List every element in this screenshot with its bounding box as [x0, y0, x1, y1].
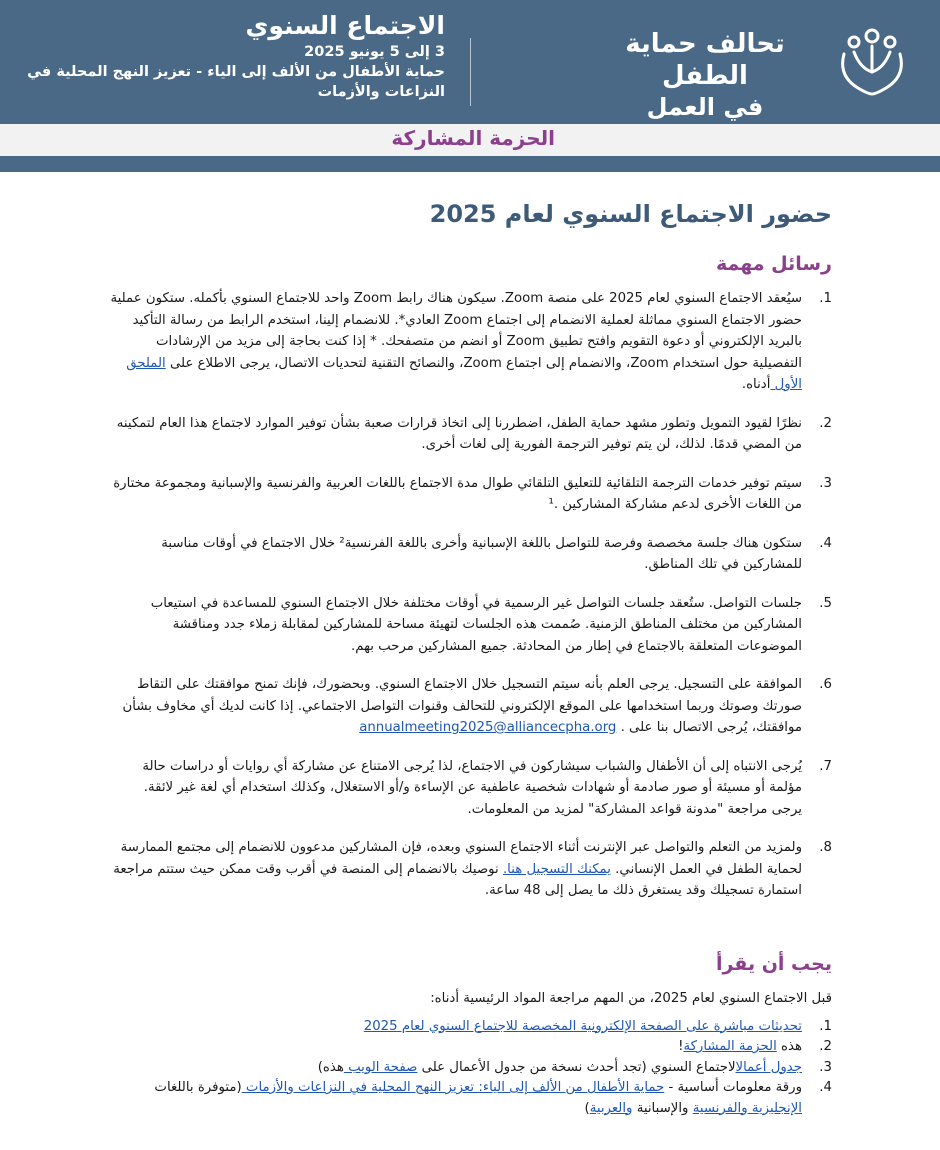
- must-read-heading: يجب أن يقرأ: [715, 952, 832, 975]
- read-text: ورقة معلومات أساسية -: [664, 1080, 802, 1095]
- main-content: [110, 196, 832, 1119]
- package-title-bar: [0, 124, 940, 156]
- annex-one-link[interactable]: الملحق الأول: [126, 355, 802, 392]
- meeting-theme-line-2: النزاعات والأزمات: [317, 84, 445, 100]
- message-item: [110, 837, 832, 902]
- read-text-end: ): [584, 1100, 590, 1116]
- header-divider: [470, 38, 471, 106]
- message-text: ستكون هناك جلسة مخصصة وفرصة للتواصل باللغة الإسبانية وأخرى باللغة الفرنسية² خلال الاجتماع في أوقات مناسبة للمشاركين في تلك المناطق.: [161, 535, 802, 572]
- item-number: 7.: [819, 758, 832, 774]
- message-text: ولمزيد من التعلم والتواصل عبر الإنترنت أثناء الاجتماع السنوي وبعده، فإن المشاركين مدعوون للانضمام إلى مجتمع الممارسة لحماية الطفل في العمل الإنساني.: [120, 840, 802, 877]
- meeting-title: الاجتماع السنوي: [245, 11, 445, 40]
- english-french-link[interactable]: الإنجليزية والفرنسية: [692, 1100, 802, 1116]
- message-text: نظرًا لقيود التمويل وتطور مشهد حماية الطفل، اضطررنا إلى اتخاذ قرارات صعبة بشأن توفير الموارد لاجتماع هذا العام لتمكينه من المضي قدمًا. لذلك، لن يتم توفير الترجمة الفورية إلى لغات أخرى.: [116, 415, 802, 452]
- contact-email-link[interactable]: annualmeeting2025@alliancecpha.org: [359, 720, 617, 735]
- item-number: 3.: [819, 1059, 832, 1075]
- message-item: [110, 756, 832, 821]
- read-text: هذه: [776, 1039, 802, 1054]
- meeting-theme-line-1: حماية الأطفال من الألف إلى الياء - تعزيز النهج المحلية في: [27, 64, 445, 80]
- logo-line-2: في العمل: [646, 93, 764, 121]
- messages-heading: رسائل مهمة: [715, 253, 832, 275]
- message-text-end: نوصيك بالانضمام إلى المنصة في أقرب وقت ممكن حيث ستتم مراجعة استمارة تسجيلك وقد يستغرق ذلك ما يصل إلى 48 ساعة.: [113, 861, 802, 898]
- logo-line-1: تحالف حماية الطفل: [625, 29, 785, 91]
- alliance-logo-icon: [824, 24, 920, 100]
- must-read-intro: قبل الاجتماع السنوي لعام 2025، من المهم مراجعة المواد الرئيسية أدناه:: [430, 990, 832, 1006]
- read-item: [110, 1037, 832, 1058]
- item-number: 1.: [819, 291, 832, 306]
- message-text: جلسات التواصل. ستُعقد جلسات التواصل غير الرسمية في أوقات مختلفة خلال الاجتماع السنوي للمساعدة في استيعاب المشاركين من مختلف المناطق الزمنية. صُممت هذه الجلسات لتهيئة مساحة للمشاركين لمقابلة زملاء جدد ومناقشة الموضوعات المتعلقة بالاجتماع في إطار من المحادثة. جميع المشاركين مرحب بهم.: [150, 595, 802, 654]
- read-text-mid-2: والإسبانية: [632, 1100, 693, 1116]
- read-item: [110, 1017, 832, 1038]
- live-updates-link[interactable]: تحديثات مباشرة على الصفحة الإلكترونية المخصصة للاجتماع السنوي لعام 2025: [363, 1018, 802, 1034]
- message-item: [110, 413, 832, 456]
- agenda-link[interactable]: جدول أعمال: [735, 1059, 802, 1075]
- read-text-end: !: [678, 1039, 684, 1054]
- message-item: [110, 288, 832, 396]
- read-text-end: هذه): [317, 1059, 344, 1075]
- read-text: الاجتماع السنوي (تجد أحدث نسخة من جدول الأعمال على: [417, 1059, 736, 1075]
- item-number: 2.: [819, 1039, 832, 1054]
- item-number: 2.: [819, 415, 832, 431]
- message-text: الموافقة على التسجيل. يرجى العلم بأنه سيتم التسجيل خلال الاجتماع السنوي. وبحضورك، فإنك تمنح موافقتك على التقاط صورتك وصوتك وربما استخدامها على الموقع الإلكتروني للتحالف وقنوات التواصل الاجتماعي. إذا كانت لديك أي مخاوف بشأن موافقتك، يُرجى الاتصال بنا على .: [122, 677, 802, 735]
- message-text: سيتم توفير خدمات الترجمة التلقائية للتعليق التلقائي طوال مدة الاجتماع باللغات العربية والفرنسية والإسبانية ومجموعة مختارة من اللغات الأخرى لدعم مشاركة المشاركين .¹: [113, 475, 802, 512]
- message-text-end: أدناه.: [741, 377, 771, 392]
- read-item: [110, 1058, 832, 1079]
- message-item: [110, 473, 832, 516]
- meeting-dates: 3 إلى 5 يونيو 2025: [304, 44, 445, 60]
- item-number: 1.: [819, 1018, 832, 1034]
- page-header: [0, 0, 940, 124]
- message-item: [110, 674, 832, 739]
- register-here-link[interactable]: يمكنك التسجيل هنا.: [502, 861, 611, 877]
- message-item: [110, 533, 832, 576]
- background-paper-link[interactable]: حماية الأطفال من الألف إلى الياء: تعزيز النهج المحلية في النزاعات والأزمات: [241, 1080, 665, 1095]
- participant-package-link[interactable]: الحزمة المشاركة: [683, 1039, 777, 1054]
- webpage-link[interactable]: صفحة الويب: [343, 1059, 418, 1075]
- read-text-mid: (متوفرة باللغات: [154, 1080, 242, 1095]
- messages-list: [110, 288, 832, 902]
- item-number: 4.: [819, 535, 832, 551]
- read-item: [110, 1078, 832, 1119]
- header-bottom-stripe: [0, 156, 940, 172]
- page-title: حضور الاجتماع السنوي لعام 2025: [429, 200, 832, 228]
- message-item: [110, 593, 832, 658]
- item-number: 6.: [819, 677, 832, 692]
- arabic-link[interactable]: والعربية: [589, 1100, 633, 1116]
- item-number: 3.: [819, 475, 832, 491]
- message-text: يُرجى الانتباه إلى أن الأطفال والشباب سيشاركون في الاجتماع، لذا يُرجى الامتناع عن مشاركة أي روايات أو دراسات حالة مؤلمة أو مسيئة أو صور صادمة أو شهادات شخصية عاطفية عن الإساءة و/أو الاستغلال، وكذلك استخدام أي لغة غير لائقة. يرجى مراجعة "مدونة قواعد المشاركة" لمزيد من المعلومات.: [142, 758, 802, 817]
- message-text: سيُعقد الاجتماع السنوي لعام 2025 على منصة Zoom. سيكون هناك رابط Zoom واحد للاجتماع السنوي بأكمله. ستكون عملية حضور الاجتماع السنوي مماثلة لعملية الانضمام إلى اجتماع Zoom العادي*. للانضمام إلينا، استخدم الرابط من رسالة التأكيد بالبريد الإلكتروني أو دعوة التقويم وافتح تطبيق Zoom أو انضم من متصفحك. * إذا كنت بحاجة إلى مزيد من الإرشادات التفصيلية حول استخدام Zoom، والانضمام إلى اجتماع Zoom، والنصائح التقنية لتحديات الاتصال، يرجى الاطلاع على: [110, 291, 802, 371]
- item-number: 5.: [819, 595, 832, 611]
- item-number: 4.: [819, 1080, 832, 1095]
- package-title: الحزمة المشاركة: [391, 126, 555, 150]
- meeting-info: [0, 10, 445, 102]
- must-read-list: [110, 1017, 832, 1120]
- item-number: 8.: [819, 840, 832, 855]
